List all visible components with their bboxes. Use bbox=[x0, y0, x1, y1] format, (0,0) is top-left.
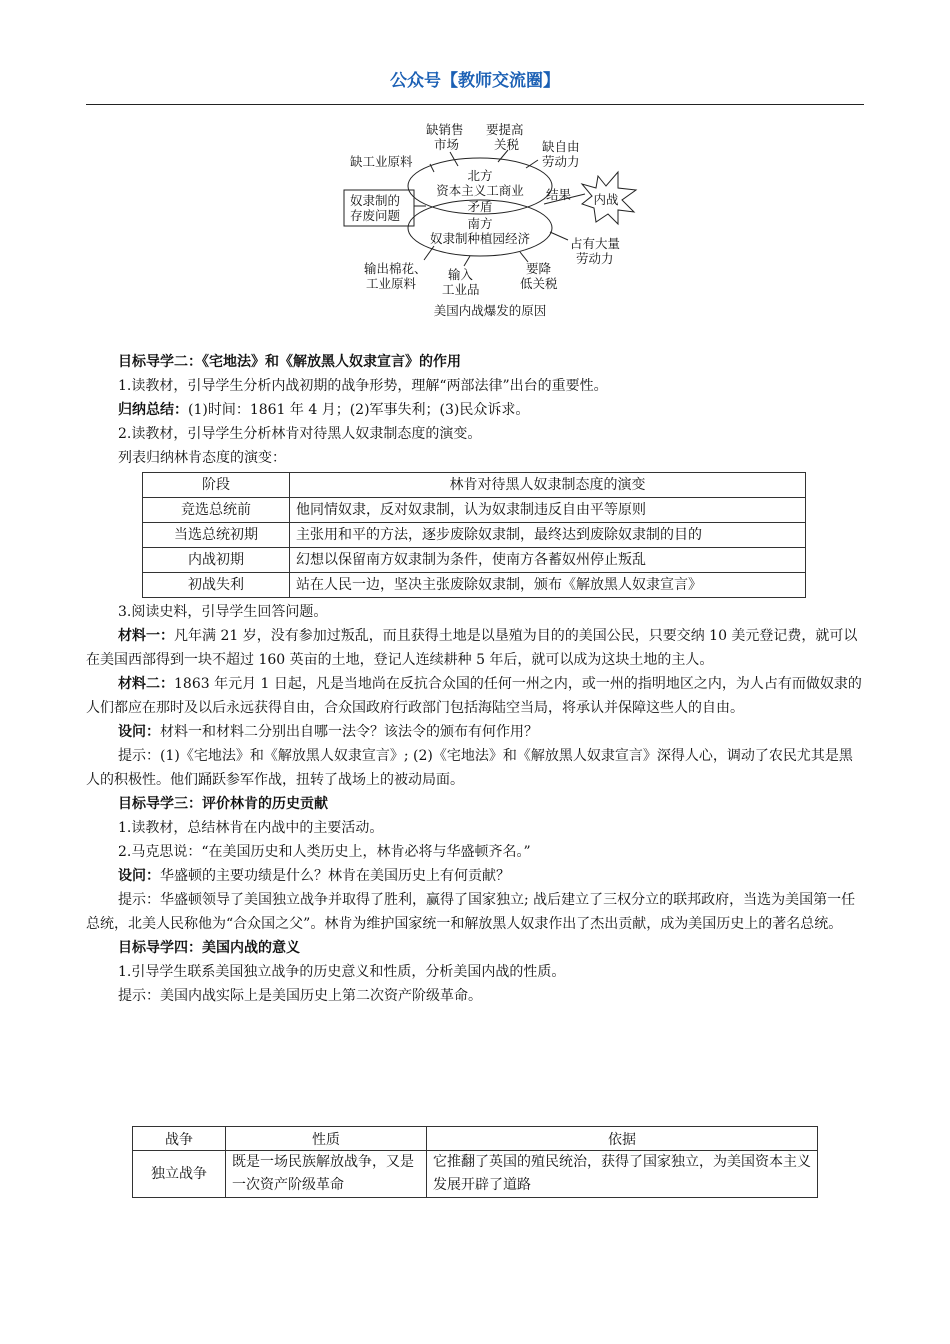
table-header: 林肯对待黑人奴隶制态度的演变 bbox=[290, 473, 806, 498]
label-export-cotton-a: 输出棉花、 bbox=[364, 261, 427, 276]
label-lack-labor-a: 缺自由 bbox=[542, 139, 580, 154]
summary-text: (1)时间：1861 年 4 月；(2)军事失利；(3)民众诉求。 bbox=[188, 402, 530, 418]
table-cell: 当选总统初期 bbox=[143, 523, 290, 548]
summary-label: 归纳总结： bbox=[118, 402, 188, 418]
result-label: 结果 bbox=[546, 187, 572, 202]
question-label: 设问： bbox=[118, 868, 160, 884]
material-2-label: 材料二： bbox=[118, 676, 174, 692]
s2-hint bbox=[86, 744, 864, 792]
s2-question bbox=[118, 720, 864, 744]
table-row bbox=[143, 498, 806, 523]
label-raise-tariff-b: 关税 bbox=[494, 137, 520, 152]
label-import-goods-b: 工业品 bbox=[442, 282, 480, 297]
s2-paragraph-1: 1.读教材，引导学生分析内战初期的战争形势，理解“两部法律”出台的重要性。 bbox=[118, 378, 608, 394]
box-text-b: 存废问题 bbox=[350, 208, 401, 223]
label-lower-tariff-b: 低关税 bbox=[520, 276, 558, 291]
leader-bottom-mid bbox=[464, 256, 470, 266]
s2-paragraph-4: 3.阅读史料，引导学生回答问题。 bbox=[118, 604, 328, 620]
table-cell: 站在人民一边，坚决主张废除奴隶制，颁布《解放黑人奴隶宣言》 bbox=[290, 573, 806, 598]
box-text-a: 奴隶制的 bbox=[350, 193, 401, 208]
table-row bbox=[143, 523, 806, 548]
label-much-labor-a: 占有大量 bbox=[570, 236, 621, 251]
table-cell: 它推翻了英国的殖民统治，获得了国家独立，为美国资本主义发展开辟了道路 bbox=[427, 1151, 818, 1198]
hint-label: 提示： bbox=[118, 892, 160, 908]
label-raise-tariff-a: 要提高 bbox=[486, 122, 524, 137]
civil-war-causes-diagram bbox=[330, 118, 650, 326]
s3-paragraph-1: 1.读教材，总结林肯在内战中的主要活动。 bbox=[118, 820, 384, 836]
label-export-cotton-b: 工业原料 bbox=[366, 276, 417, 291]
material-1-label: 材料一： bbox=[118, 628, 174, 644]
table-header: 战争 bbox=[133, 1127, 226, 1151]
s3-hint bbox=[86, 888, 864, 936]
question-text: 华盛顿的主要功绩是什么？林肯在美国历史上有何贡献？ bbox=[160, 868, 510, 884]
section-4-title: 目标导学四：美国内战的意义 bbox=[118, 940, 300, 956]
lincoln-attitude-table bbox=[142, 472, 806, 598]
table-header-row bbox=[133, 1127, 818, 1151]
page-header: 公众号【教师交流圈】 bbox=[390, 71, 560, 91]
war-label: 内战 bbox=[593, 192, 619, 207]
material-1-text: 凡年满 21 岁，没有参加过叛乱，而且获得土地是以垦殖为目的的美国公民，只要交纳 10 美元登记费，就可以在美国西部得到一块不超过 160 英亩的土地，登记人连续耕种 5 年后，就可以成为这块土地的主人。 bbox=[86, 628, 858, 668]
hint-text: 美国内战实际上是美国历史上第二次资产阶级革命。 bbox=[160, 988, 482, 1004]
table-cell: 内战初期 bbox=[143, 548, 290, 573]
label-import-goods-a: 输入 bbox=[448, 267, 474, 282]
table-header: 性质 bbox=[226, 1127, 427, 1151]
s2-paragraph-2: 2.读教材，引导学生分析林肯对待黑人奴隶制态度的演变。 bbox=[118, 426, 482, 442]
s3-paragraph-2: 2.马克思说：“在美国历史和人类历史上，林肯必将与华盛顿齐名。” bbox=[118, 844, 531, 860]
label-lack-market-b: 市场 bbox=[434, 137, 460, 152]
table-cell: 竞选总统前 bbox=[143, 498, 290, 523]
south-economy: 奴隶制种植园经济 bbox=[429, 231, 531, 246]
hint-text: 华盛顿领导了美国独立战争并取得了胜利，赢得了国家独立; 战后建立了三权分立的联邦政府，当选为美国第一任总统，北美人民称他为“合众国之父”。林肯为维护国家统一和解放黑人奴隶作出了杰出贡献，成为美国历史上的著名总统。 bbox=[86, 892, 856, 932]
table-row bbox=[133, 1151, 818, 1198]
hint-label: 提示： bbox=[118, 748, 160, 764]
section-3-title: 目标导学三：评价林肯的历史贡献 bbox=[118, 796, 328, 812]
s2-paragraph-3: 列表归纳林肯态度的演变： bbox=[118, 450, 286, 466]
table-header: 阶段 bbox=[143, 473, 290, 498]
label-lack-labor-b: 劳动力 bbox=[542, 154, 580, 169]
label-lack-raw-materials: 缺工业原料 bbox=[350, 154, 413, 169]
label-lower-tariff-a: 要降 bbox=[526, 261, 552, 276]
label-lack-market-a: 缺销售 bbox=[426, 122, 464, 137]
section-2-title: 目标导学二：《宅地法》和《解放黑人奴隶宣言》的作用 bbox=[118, 354, 461, 370]
table-row bbox=[143, 548, 806, 573]
table-header-row bbox=[143, 473, 806, 498]
north-label: 北方 bbox=[467, 168, 493, 183]
main-content bbox=[86, 350, 864, 1008]
leader-right bbox=[550, 232, 568, 240]
s4-hint bbox=[118, 984, 864, 1008]
hint-label: 提示： bbox=[118, 988, 160, 1004]
material-2 bbox=[86, 672, 864, 720]
conflict-label: 矛盾 bbox=[467, 199, 493, 214]
table-cell: 主张用和平的方法，逐步废除奴隶制，最终达到废除奴隶制的目的 bbox=[290, 523, 806, 548]
table-header: 依据 bbox=[427, 1127, 818, 1151]
table-cell: 初战失利 bbox=[143, 573, 290, 598]
hint-text: (1)《宅地法》和《解放黑人奴隶宣言》; (2)《宅地法》和《解放黑人奴隶宣言》深得人心，调动了农民尤其是黑人的积极性。他们踊跃参军作战，扭转了战场上的被动局面。 bbox=[86, 748, 853, 788]
s2-summary bbox=[118, 398, 864, 422]
table-cell: 他同情奴隶，反对奴隶制，认为奴隶制违反自由平等原则 bbox=[290, 498, 806, 523]
header-rule bbox=[86, 104, 864, 105]
s3-question bbox=[118, 864, 864, 888]
north-economy: 资本主义工商业 bbox=[436, 183, 524, 198]
table-cell: 既是一场民族解放战争，又是一次资产阶级革命 bbox=[226, 1151, 427, 1198]
s4-paragraph-1: 1.引导学生联系美国独立战争的历史意义和性质，分析美国内战的性质。 bbox=[118, 964, 566, 980]
material-2-text: 1863 年元月 1 日起，凡是当地尚在反抗合众国的任何一州之内，或一州的指明地区之内，为人占有而做奴隶的人们都应在那时及以后永远获得自由，合众国政府行政部门包括海陆空当局，将承认并保障这些人的自由。 bbox=[86, 676, 862, 716]
war-comparison-table bbox=[132, 1126, 818, 1198]
question-text: 材料一和材料二分别出自哪一法令？该法令的颁布有何作用？ bbox=[160, 724, 538, 740]
question-label: 设问： bbox=[118, 724, 160, 740]
label-much-labor-b: 劳动力 bbox=[576, 251, 614, 266]
table-cell: 独立战争 bbox=[133, 1151, 226, 1198]
diagram-caption: 美国内战爆发的原因 bbox=[433, 303, 547, 318]
table-cell: 幻想以保留南方奴隶制为条件，使南方各蓄奴州停止叛乱 bbox=[290, 548, 806, 573]
table-row bbox=[143, 573, 806, 598]
south-label: 南方 bbox=[467, 216, 493, 231]
material-1 bbox=[86, 624, 864, 672]
